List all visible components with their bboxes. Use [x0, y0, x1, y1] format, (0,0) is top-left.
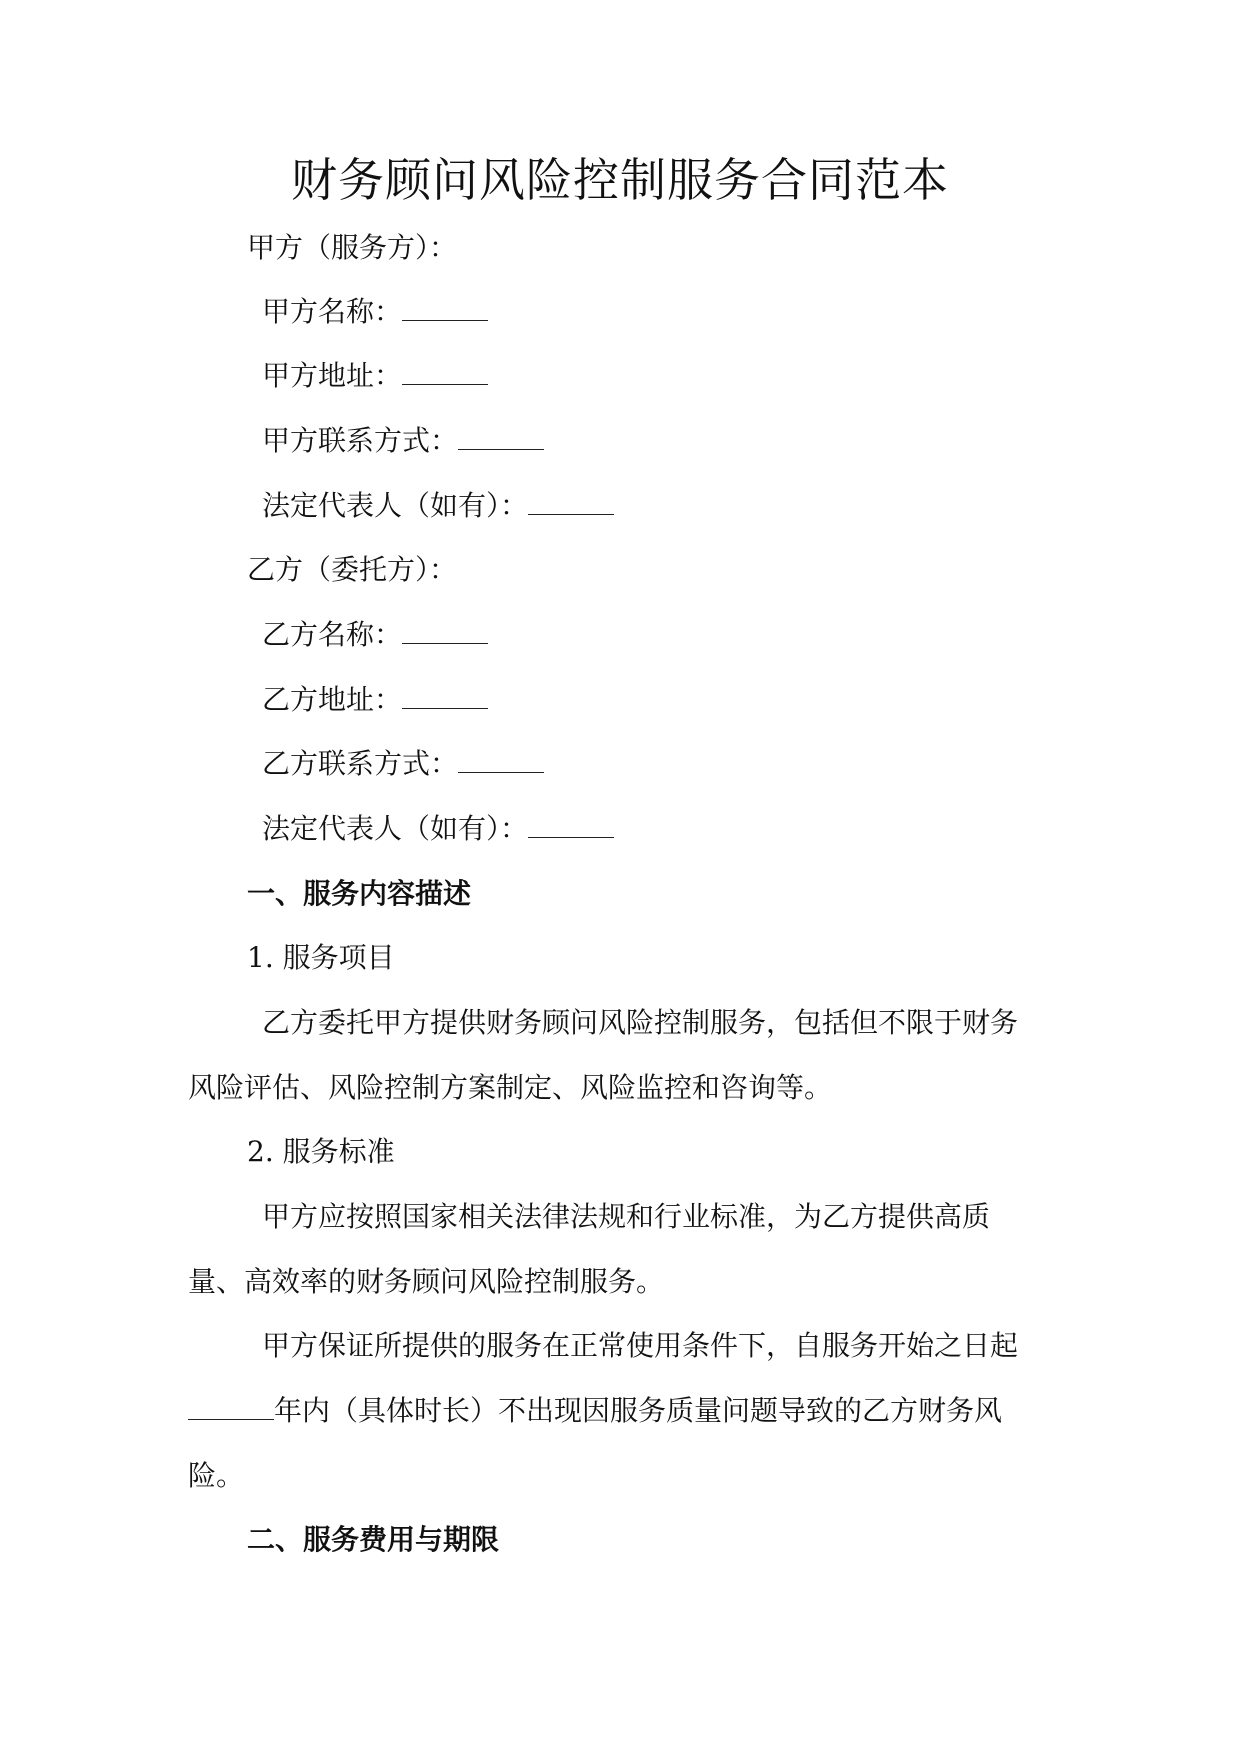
- party-b-address-blank[interactable]: [402, 682, 488, 709]
- party-a-contact-blank[interactable]: [458, 423, 544, 450]
- item-1-paragraph-line-1: 乙方委托甲方提供财务顾问风险控制服务，包括但不限于财务: [262, 1006, 1019, 1039]
- party-a-rep-blank[interactable]: [528, 488, 614, 515]
- duration-years-blank[interactable]: [188, 1393, 274, 1420]
- party-a-name-blank[interactable]: [402, 294, 488, 321]
- party-a-name-row: [262, 292, 488, 332]
- party-b-name-blank[interactable]: [402, 617, 488, 644]
- party-a-rep-row: [262, 486, 614, 526]
- item-2-paragraph-2-line-2-text: 年内（具体时长）不出现因服务质量问题导致的乙方财务风: [274, 1394, 1003, 1427]
- party-a-contact-label: 甲方联系方式：: [262, 424, 459, 457]
- party-b-rep-blank[interactable]: [528, 811, 614, 838]
- item-1-paragraph-line-2: 风险评估、风险控制方案制定、风险监控和咨询等。: [188, 1071, 833, 1104]
- item-2-title: 2. 服务标准: [247, 1135, 395, 1168]
- item-2-paragraph-2-line-3: 险。: [188, 1459, 245, 1492]
- document-title: 财务顾问风险控制服务合同范本: [291, 153, 949, 207]
- party-b-heading: 乙方（委托方）：: [247, 553, 458, 586]
- section-2-heading: 二、服务费用与期限: [247, 1523, 500, 1556]
- item-2-paragraph-2-line-2: [188, 1391, 1002, 1431]
- party-b-contact-blank[interactable]: [458, 746, 544, 773]
- party-b-name-row: [262, 615, 488, 655]
- party-a-heading: 甲方（服务方）：: [247, 231, 458, 264]
- party-b-rep-label: 法定代表人（如有）：: [262, 812, 529, 845]
- party-a-name-label: 甲方名称：: [262, 295, 403, 328]
- item-2-paragraph-1-line-1: 甲方应按照国家相关法律法规和行业标准，为乙方提供高质: [262, 1200, 991, 1233]
- party-a-address-row: [262, 356, 488, 396]
- party-a-address-label: 甲方地址：: [262, 359, 403, 392]
- party-b-contact-label: 乙方联系方式：: [262, 747, 459, 780]
- party-a-address-blank[interactable]: [402, 358, 488, 385]
- party-b-name-label: 乙方名称：: [262, 618, 403, 651]
- party-b-contact-row: [262, 744, 544, 784]
- item-2-paragraph-2-line-1: 甲方保证所提供的服务在正常使用条件下，自服务开始之日起: [262, 1329, 1019, 1362]
- party-b-address-row: [262, 680, 488, 720]
- party-a-contact-row: [262, 421, 544, 461]
- party-b-rep-row: [262, 809, 614, 849]
- party-a-rep-label: 法定代表人（如有）：: [262, 489, 529, 522]
- section-1-heading: 一、服务内容描述: [247, 877, 472, 910]
- party-b-address-label: 乙方地址：: [262, 683, 403, 716]
- item-2-paragraph-1-line-2: 量、高效率的财务顾问风险控制服务。: [188, 1265, 665, 1298]
- item-1-title: 1. 服务项目: [247, 941, 395, 974]
